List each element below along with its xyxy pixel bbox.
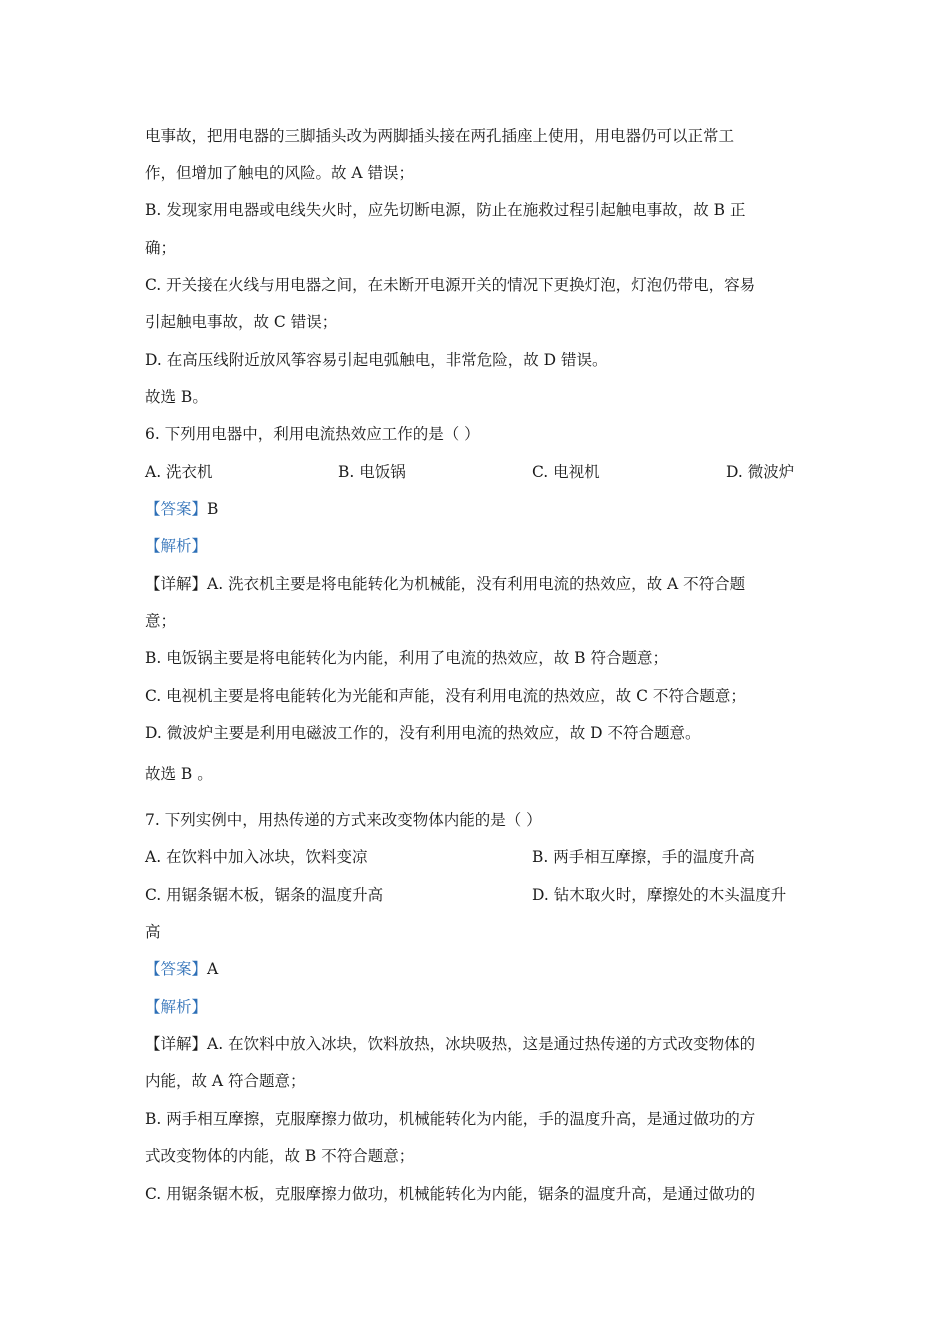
option-a: A. 洗衣机 (145, 463, 213, 481)
detail-tag: 【详解】 (145, 1035, 208, 1053)
text-line: B. 两手相互摩擦，克服摩擦力做功，机械能转化为内能，手的温度升高，是通过做功的方 (145, 1110, 756, 1128)
text-line: 电事故，把用电器的三脚插头改为两脚插头接在两孔插座上使用，用电器仍可以正常工 (145, 127, 735, 145)
text-line: B. 发现家用电器或电线失火时，应先切断电源，防止在施救过程引起触电事故，故 B 正 (145, 201, 746, 219)
option-c: C. 电视机 (532, 463, 600, 481)
detail-tag: 【详解】 (145, 575, 208, 593)
text-line: C. 用锯条锯木板，克服摩擦力做功，机械能转化为内能，锯条的温度升高，是通过做功的 (145, 1185, 756, 1203)
option-b: B. 电饭锅 (338, 463, 406, 481)
text-line: 故选 B。 (145, 388, 208, 406)
option-a: A. 在饮料中加入冰块，饮料变凉 (145, 848, 368, 866)
text-line: B. 电饭锅主要是将电能转化为内能，利用了电流的热效应，故 B 符合题意； (145, 649, 668, 667)
text-line: D. 微波炉主要是利用电磁波工作的，没有利用电流的热效应，故 D 不符合题意。 (145, 724, 701, 742)
answer-tag: 【答案】 (145, 960, 208, 978)
text-line: C. 开关接在火线与用电器之间，在未断开电源开关的情况下更换灯泡，灯泡仍带电，容易 (145, 276, 756, 294)
detail-text: A. 洗衣机主要是将电能转化为机械能，没有利用电流的热效应，故 A 不符合题 (207, 575, 746, 593)
answer-line (145, 499, 218, 519)
option-d-continued: 高 (145, 923, 161, 941)
text-line: 式改变物体的内能，故 B 不符合题意； (145, 1147, 415, 1165)
text-line: 意； (145, 612, 177, 630)
option-d: D. 微波炉 (726, 463, 795, 481)
detail-text: A. 在饮料中放入冰块，饮料放热，冰块吸热，这是通过热传递的方式改变物体的 (207, 1035, 756, 1053)
option-d: D. 钻木取火时，摩擦处的木头温度升 (532, 886, 787, 904)
answer-value: B (207, 500, 219, 518)
answer-value: A (207, 960, 219, 978)
answer-line (145, 959, 218, 979)
text-line: 引起触电事故，故 C 错误； (145, 313, 338, 331)
detail-line (145, 1034, 755, 1054)
detail-line (145, 574, 745, 594)
analysis-tag: 【解析】 (145, 537, 208, 555)
text-line: 内能，故 A 符合题意； (145, 1072, 306, 1090)
text-line: D. 在高压线附近放风筝容易引起电弧触电，非常危险，故 D 错误。 (145, 351, 608, 369)
question-stem: 6. 下列用电器中，利用电流热效应工作的是（ ） (145, 425, 480, 443)
question-stem: 7. 下列实例中，用热传递的方式来改变物体内能的是（ ） (145, 811, 542, 829)
answer-tag: 【答案】 (145, 500, 208, 518)
text-line: 确； (145, 239, 177, 257)
text-line: C. 电视机主要是将电能转化为光能和声能，没有利用电流的热效应，故 C 不符合题意； (145, 687, 746, 705)
analysis-tag: 【解析】 (145, 998, 208, 1016)
option-c: C. 用锯条锯木板，锯条的温度升高 (145, 886, 384, 904)
text-line: 作，但增加了触电的风险。故 A 错误； (145, 164, 415, 182)
option-b: B. 两手相互摩擦，手的温度升高 (532, 848, 755, 866)
text-line: 故选 B 。 (145, 765, 213, 783)
